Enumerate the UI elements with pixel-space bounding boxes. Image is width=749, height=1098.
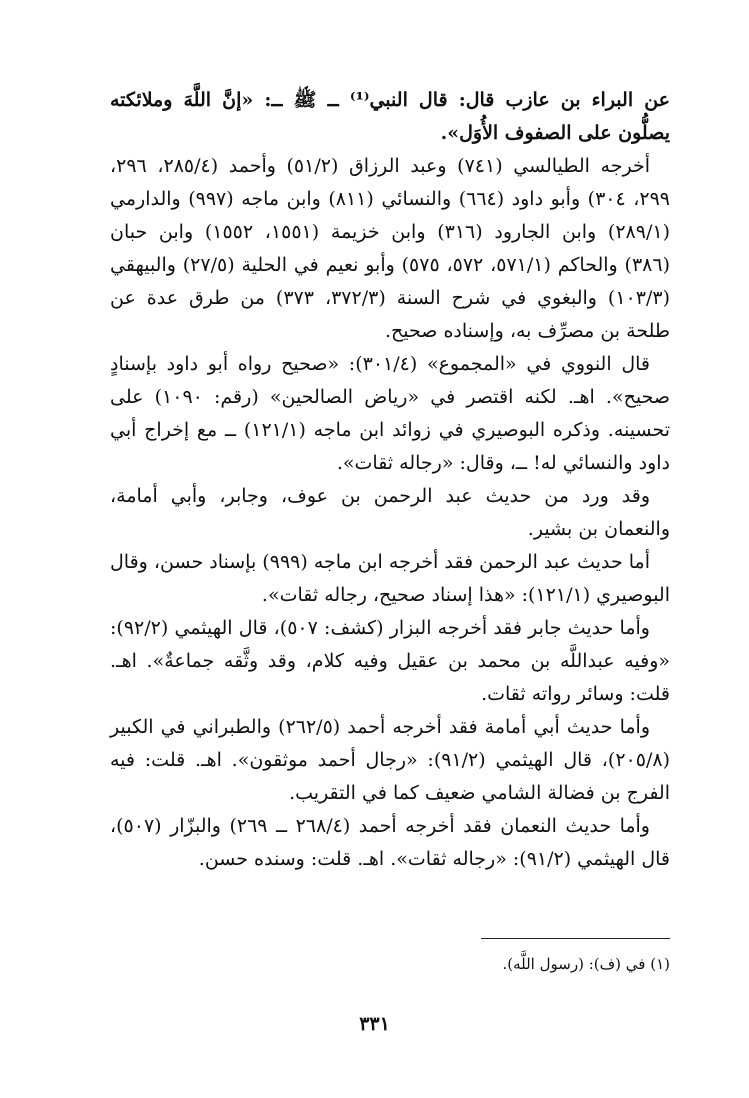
abu-umama-paragraph: وأما حديث أبي أمامة فقد أخرجه أحمد (٢٦٢/٥) والطبراني في الكبير (٢٠٥/٨)، قال الهيثمي (٩١/٢): «رجال أحمد موثقون». اهـ. قلت: فيه الفرج بن فضالة الشامي ضعيف كما في التقريب. bbox=[110, 716, 670, 804]
footnote-separator bbox=[481, 938, 670, 939]
other-narrations-paragraph: وقد ورد من حديث عبد الرحمن بن عوف، وجابر، وأبي أمامة، والنعمان بن بشير. bbox=[110, 485, 670, 540]
nawawi-paragraph: قال النووي في «المجموع» (٣٠١/٤): «صحيح رواه أبو داود بإسنادٍ صحيح». اهـ. لكنه اقتصر في «رياض الصالحين» (رقم: ١٠٩٠) على تحسينه. وذكره البوصيري في زوائد ابن ماجه (١٢١/١) ــ مع إخراج أبي داود والنسائي له! ــ، وقال: «رجاله ثقات». bbox=[110, 353, 670, 474]
page-number: ٣٣١ bbox=[359, 1013, 390, 1035]
hadith-text: عن البراء بن عازب قال: قال النبي⁽¹⁾ ــ ﷺ ــ: «إنَّ اللَّهَ وملائكته يصلُّون على الصفوف الأُوَل». bbox=[110, 89, 670, 144]
numan-paragraph: وأما حديث النعمان فقد أخرجه أحمد (٢٦٨/٤ ــ ٢٦٩) والبزّار (٥٠٧)، قال الهيثمي (٩١/٢): «رجاله ثقات». اهـ. قلت: وسنده حسن. bbox=[110, 815, 670, 870]
jabir-paragraph: وأما حديث جابر فقد أخرجه البزار (كشف: ٥٠٧)، قال الهيثمي (٩٢/٢): «وفيه عبداللَّه بن محمد بن عقيل وفيه كلام، وقد وثَّقه جماعةٌ». اهـ. قلت: وسائر رواته ثقات. bbox=[110, 617, 670, 705]
footnote: (١) في (ف): (رسول اللَّه). bbox=[502, 955, 670, 973]
abdurrahman-paragraph: أما حديث عبد الرحمن فقد أخرجه ابن ماجه (٩٩٩) بإسناد حسن، وقال البوصيري (١٢١/١): «هذا إسناد صحيح، رجاله ثقات». bbox=[110, 551, 670, 606]
main-text bbox=[110, 84, 670, 876]
takhrij-paragraph: أخرجه الطيالسي (٧٤١) وعبد الرزاق (٥١/٢) وأحمد (٢٨٥/٤، ٢٩٦، ٢٩٩، ٣٠٤) وأبو داود (٦٦٤) والنسائي (٨١١) وابن ماجه (٩٩٧) والدارمي (٢٨٩/١) وابن الجارود (٣١٦) وابن خزيمة (١٥٥١، ١٥٥٢) وابن حبان (٣٨٦) والحاكم (٥٧١/١، ٥٧٢، ٥٧٥) وأبو نعيم في الحلية (٢٧/٥) والبيهقي (١٠٣/٣) والبغوي في شرح السنة (٣٧٢/٣، ٣٧٣) من طرق عدة عن طلحة بن مصرِّف به، وإسناده صحيح. bbox=[110, 155, 670, 342]
